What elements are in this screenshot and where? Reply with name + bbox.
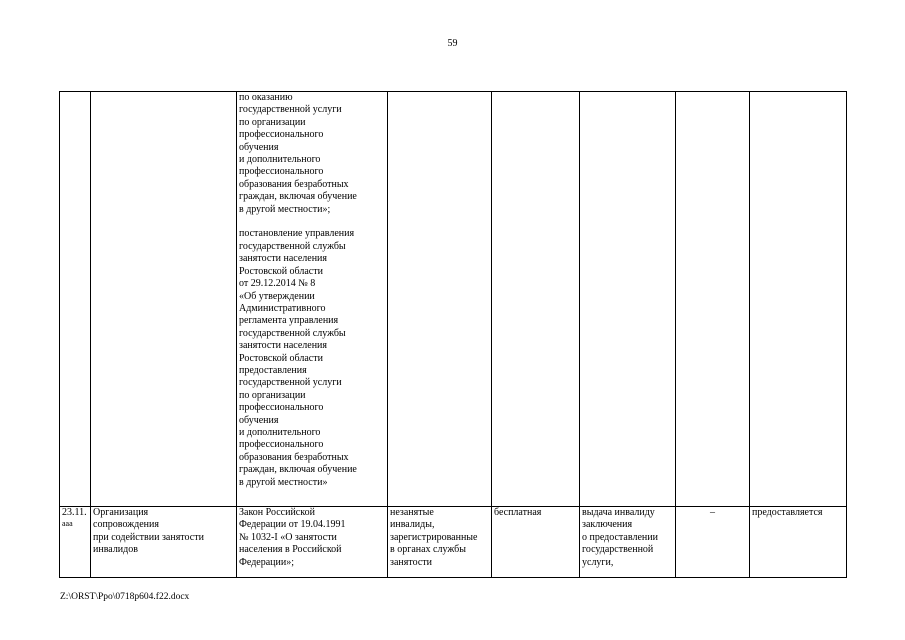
- page-number: 59: [447, 38, 458, 49]
- cell-col7: –: [676, 507, 750, 578]
- cell-payment: [492, 92, 580, 507]
- cell-number: [60, 507, 91, 578]
- table-row-23-11: [60, 507, 847, 578]
- row-number: 23.11.: [62, 507, 87, 518]
- cell-col8: [750, 92, 847, 507]
- cell-recipients: [388, 92, 492, 507]
- cell-payment: бесплатная: [492, 507, 580, 578]
- table-row-continued: [60, 92, 847, 507]
- row-number-suffix: ааа: [62, 519, 73, 528]
- cell-col7: [676, 92, 750, 507]
- cell-legal-basis: Закон Российской Федерации от 19.04.1991 № 1032-I «О занятости населения в Российской Федерации»;: [237, 507, 388, 578]
- cell-service-name: Организация сопровождения при содействии занятости инвалидов: [91, 507, 237, 578]
- services-table: [59, 91, 847, 578]
- cell-col8: предоставляется: [750, 507, 847, 578]
- cell-number: [60, 92, 91, 507]
- cell-recipients: незанятые инвалиды, зарегистрированные в органах службы занятости: [388, 507, 492, 578]
- cell-legal-basis: по оказанию государственной услуги по организации профессионального обучения и дополнительного профессионального образования безработных граждан, включая обучение в другой местности»; постановление управления государственной службы занятости населения Ростовской области от 29.12.2014 № 8 «Об утверждении Административного регламента управления государственной службы занятости населения Ростовской области предоставления государственной услуги по организации профессионального обучения и дополнительного профессионального образования безработных граждан, включая обучение в другой местности»: [237, 92, 388, 507]
- cell-service-name: [91, 92, 237, 507]
- cell-result: [580, 92, 676, 507]
- cell-result: выдача инвалиду заключения о предоставлении государственной услуги,: [580, 507, 676, 578]
- footer-file-path: Z:\ORST\Ppo\0718p604.f22.docx: [60, 592, 190, 602]
